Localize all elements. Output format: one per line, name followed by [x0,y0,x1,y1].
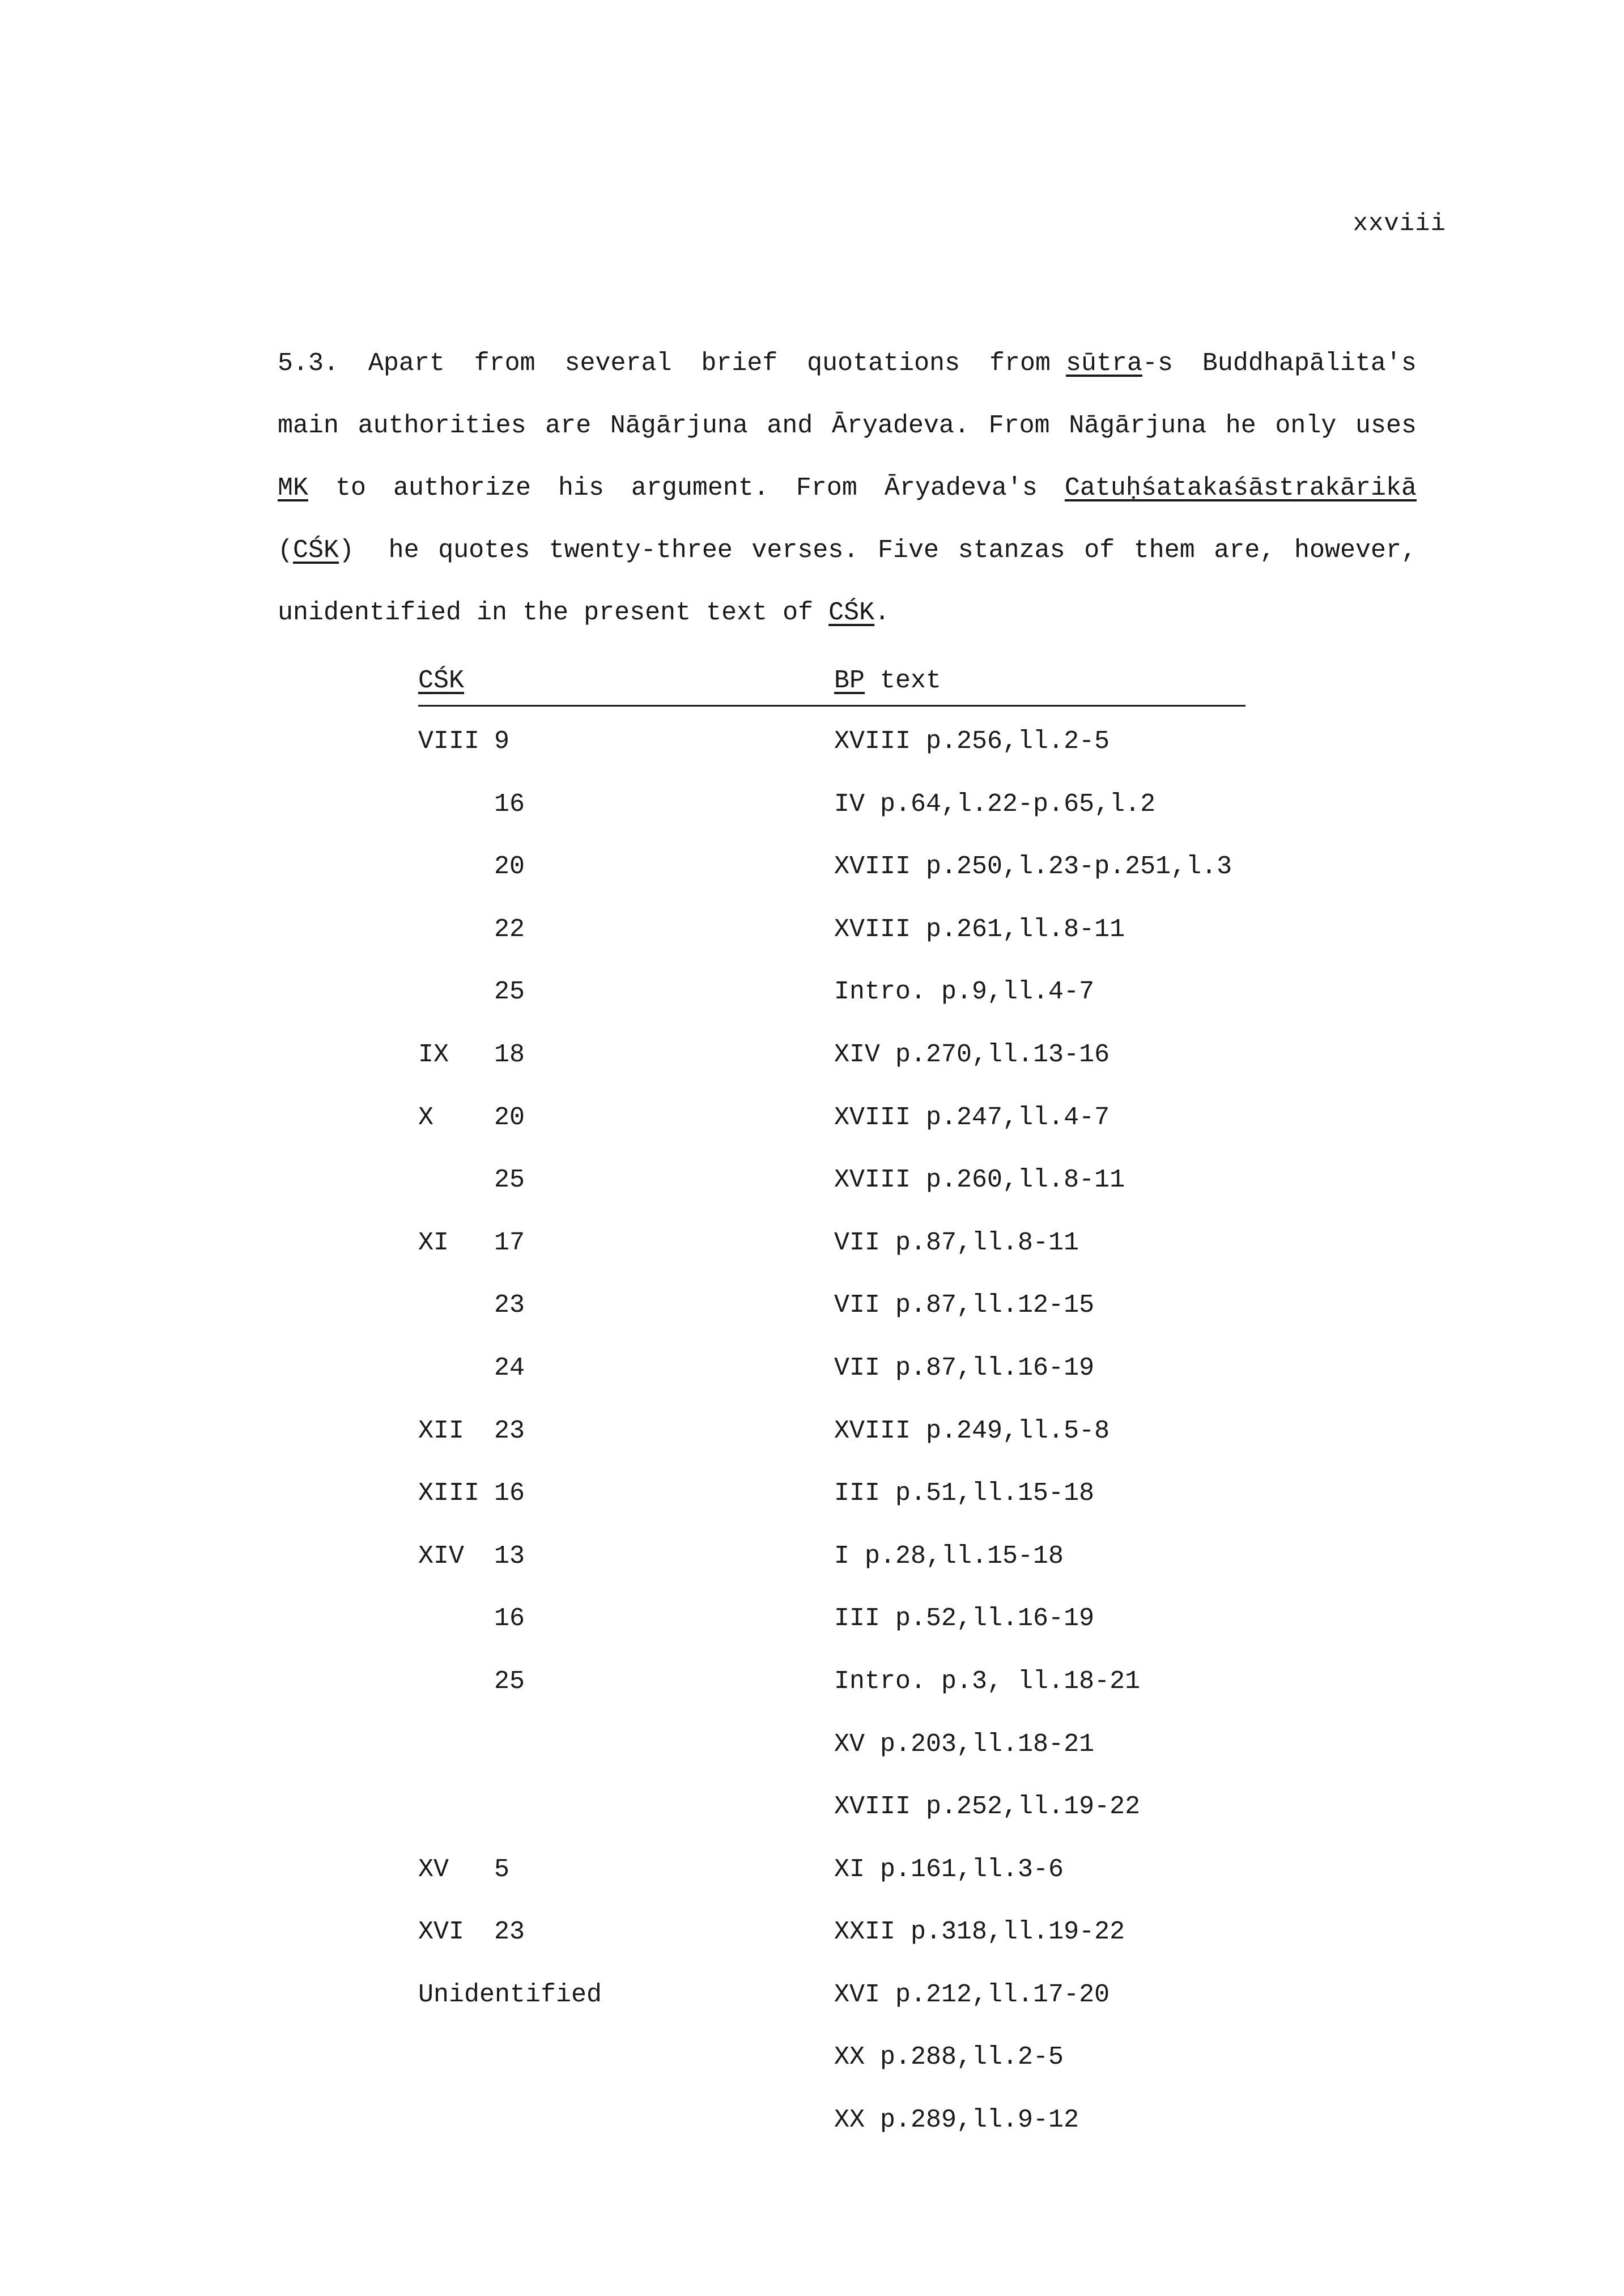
bp-reference: XXII p.318,ll.19-22 [834,1917,1125,1947]
paragraph-text: however, [1294,536,1417,565]
table-row [418,965,1245,1028]
paragraph-word [1202,347,1417,409]
csk-chapter: VIII [418,727,480,756]
table-row [418,1404,1245,1467]
paragraph-word [278,471,308,534]
paragraph-word [335,471,366,534]
bp-reference: XVIII p.256,ll.2-5 [834,727,1110,756]
paragraph-word [278,534,354,596]
paragraph-line [278,471,1417,534]
bp-reference: XVI p.212,ll.17-20 [834,1980,1110,2009]
paragraph-word [564,347,671,409]
paragraph-text: Āryadeva. [831,411,970,440]
paragraph-text: 5.3. [278,349,339,378]
paragraph-word [631,471,769,534]
csk-verse: 20 [494,852,525,882]
table-row [418,1717,1245,1780]
paragraph-text: he [373,536,419,565]
table-row [418,1278,1245,1341]
header-bp-rest: text [865,666,942,695]
csk-verse: 16 [494,789,525,819]
paragraph-line [278,534,1417,596]
paragraph-text: only [1275,411,1337,440]
csk-chapter: XII [418,1416,465,1445]
bp-reference: Intro. p.9,ll.4-7 [834,977,1095,1007]
paragraph-word [878,534,939,596]
bp-reference: XVIII p.250,l.23-p.251,l.3 [834,852,1232,882]
csk-verse: 24 [494,1353,525,1383]
header-bp-abbrev: BP [834,666,865,695]
csk-verse: 25 [494,1666,525,1696]
paragraph-text: . [874,598,890,627]
table-row [418,2030,1245,2093]
paragraph-text: argument. [631,474,769,503]
csk-chapter: IX [418,1040,449,1069]
paragraph-text: quotes [438,536,530,565]
table-row [418,1968,1245,2031]
paragraph-word [832,409,970,471]
paragraph-text: his [558,474,604,503]
paragraph-text: verses. [751,536,859,565]
paragraph-text: he [1225,411,1256,440]
paragraph-word [807,347,960,409]
paragraph-word [989,347,1173,409]
csk-verse: 20 [494,1103,525,1132]
table-row [418,2093,1245,2156]
paragraph-text: and [767,411,813,440]
paragraph-text: ( [278,536,294,565]
paragraph-word [610,409,748,471]
table-row [418,1466,1245,1529]
paragraph-word [1214,534,1275,596]
paragraph-text: main [278,411,339,440]
underlined-term: Catuḥśatakaśāstrakārikā [1064,474,1417,503]
paragraph-word [828,596,890,658]
bp-reference: Intro. p.3, ll.18-21 [834,1666,1141,1696]
bp-reference: XVIII p.252,ll.19-22 [834,1792,1141,1822]
csk-chapter: XIII [418,1479,480,1508]
paragraph-word [701,347,777,409]
paragraph-text: brief [701,349,778,378]
table-row [418,840,1245,903]
paragraph-text: from [474,349,535,378]
paragraph-word [751,534,858,596]
csk-verse: 16 [494,1479,525,1508]
table-row [418,1028,1245,1091]
csk-verse: 17 [494,1228,525,1257]
csk-chapter: XV [418,1855,449,1884]
paragraph-word [767,409,813,471]
paragraph-word [885,471,1038,534]
bp-reference: III p.52,ll.16-19 [834,1604,1095,1634]
paragraph-word [1065,471,1417,534]
csk-verse: 23 [494,1291,525,1320]
paragraph-text: authorities [358,411,526,440]
paragraph-word [796,471,857,534]
paragraph-word [278,347,339,409]
csk-verse: 9 [494,727,510,756]
paragraph-text: several [564,349,672,378]
bp-reference: XX p.289,ll.9-12 [834,2106,1079,2135]
paragraph-text: from [989,349,1066,378]
csk-verse: 5 [494,1855,510,1884]
csk-verse: 25 [494,1166,525,1195]
bp-reference: XVIII p.247,ll.4-7 [834,1103,1110,1132]
paragraph-text: authorize [393,474,531,503]
paragraph-word [1294,534,1417,596]
paragraph-word [1084,534,1115,596]
table-row [418,1091,1245,1154]
paragraph-word [958,534,1065,596]
csk-chapter: XIV [418,1541,465,1571]
table-row [418,1341,1245,1404]
paragraph-word [474,347,535,409]
paragraph-line [278,596,1417,658]
paragraph-word [545,409,591,471]
bp-reference: XIV p.270,ll.13-16 [834,1040,1110,1069]
csk-verse: 16 [494,1604,525,1634]
csk-chapter: Unidentified [418,1980,602,2009]
paragraph-text: are, [1214,536,1276,565]
paragraph-text: Āryadeva's [884,474,1038,503]
underlined-term: CŚK [293,536,339,565]
paragraph-text: Apart [368,349,445,378]
header-csk: CŚK [418,666,465,695]
bp-reference: VII p.87,ll.8-11 [834,1228,1079,1257]
bp-reference: XVIII p.249,ll.5-8 [834,1416,1110,1445]
csk-verse: 25 [494,977,525,1007]
page-number: xxviii [1353,210,1446,238]
bp-reference: XV p.203,ll.18-21 [834,1729,1095,1759]
paragraph-word [373,534,419,596]
table-row [418,777,1245,840]
paragraph-line [278,409,1417,471]
paragraph-line [278,347,1417,409]
bp-reference: XX p.288,ll.2-5 [834,2043,1064,2072]
paragraph-word [1275,409,1336,471]
table-row [418,1780,1245,1843]
table-header [418,664,1245,707]
table-row [418,1216,1245,1279]
table-row [418,1905,1245,1968]
header-bp-text [834,664,941,698]
underlined-term: sūtra [1066,349,1143,378]
bp-reference: VII p.87,ll.16-19 [834,1353,1095,1383]
csk-verse: 22 [494,915,525,944]
bp-reference: VII p.87,ll.12-15 [834,1291,1095,1320]
paragraph-word [358,409,526,471]
bp-reference: XVIII p.260,ll.8-11 [834,1166,1125,1195]
paragraph-word [558,471,604,534]
csk-chapter: XI [418,1228,449,1257]
underlined-term: MK [278,474,309,503]
paragraph-text: From [796,474,857,503]
paragraph-text: Nāgārjuna [1069,411,1207,440]
paragraph-text: Nāgārjuna [610,411,748,440]
paragraph-word [1355,409,1417,471]
bp-reference: XI p.161,ll.3-6 [834,1855,1064,1884]
paragraph-word [393,471,531,534]
bp-reference: XVIII p.261,ll.8-11 [834,915,1125,944]
table-row [418,715,1245,777]
paragraph-text: -s [1142,349,1174,378]
paragraph-text: From [988,411,1050,440]
table-row [418,1843,1245,1906]
bp-reference: IV p.64,l.22-p.65,l.2 [834,789,1156,819]
paragraph-word [1226,409,1256,471]
paragraph-text: Five [878,536,939,565]
paragraph-text: stanzas [958,536,1065,565]
csk-verse: 23 [494,1416,525,1445]
paragraph-text: unidentified in the present text of [278,598,829,627]
table-row [418,1592,1245,1655]
paragraph-text: twenty-three [549,536,733,565]
table-row [418,1529,1245,1592]
intro-paragraph [278,347,1417,658]
underlined-term: CŚK [828,598,875,627]
bp-reference: I p.28,ll.15-18 [834,1541,1064,1571]
csk-verse: 13 [494,1541,525,1571]
paragraph-text: ) [339,536,355,565]
paragraph-word [438,534,530,596]
citation-table [418,664,1245,2156]
csk-chapter: X [418,1103,434,1132]
paragraph-text: to [335,474,366,503]
table-row [418,903,1245,966]
paragraph-word [549,534,733,596]
paragraph-word [1069,409,1206,471]
paragraph-word [989,409,1050,471]
table-row [418,1655,1245,1717]
paragraph-text: them [1133,536,1195,565]
table-body [418,715,1245,2156]
bp-reference: III p.51,ll.15-18 [834,1479,1095,1508]
csk-verse: 23 [494,1917,525,1947]
paragraph-word [278,596,828,658]
paragraph-word [368,347,445,409]
csk-verse: 18 [494,1040,525,1069]
paragraph-text: Buddhapālita's [1202,349,1417,378]
paragraph-text: quotations [807,349,960,378]
paragraph-word [1134,534,1195,596]
csk-chapter: XVI [418,1917,465,1947]
paragraph-word [278,409,339,471]
paragraph-text: are [545,411,592,440]
paragraph-text: of [1084,536,1115,565]
paragraph-text: uses [1355,411,1417,440]
table-row [418,1153,1245,1216]
